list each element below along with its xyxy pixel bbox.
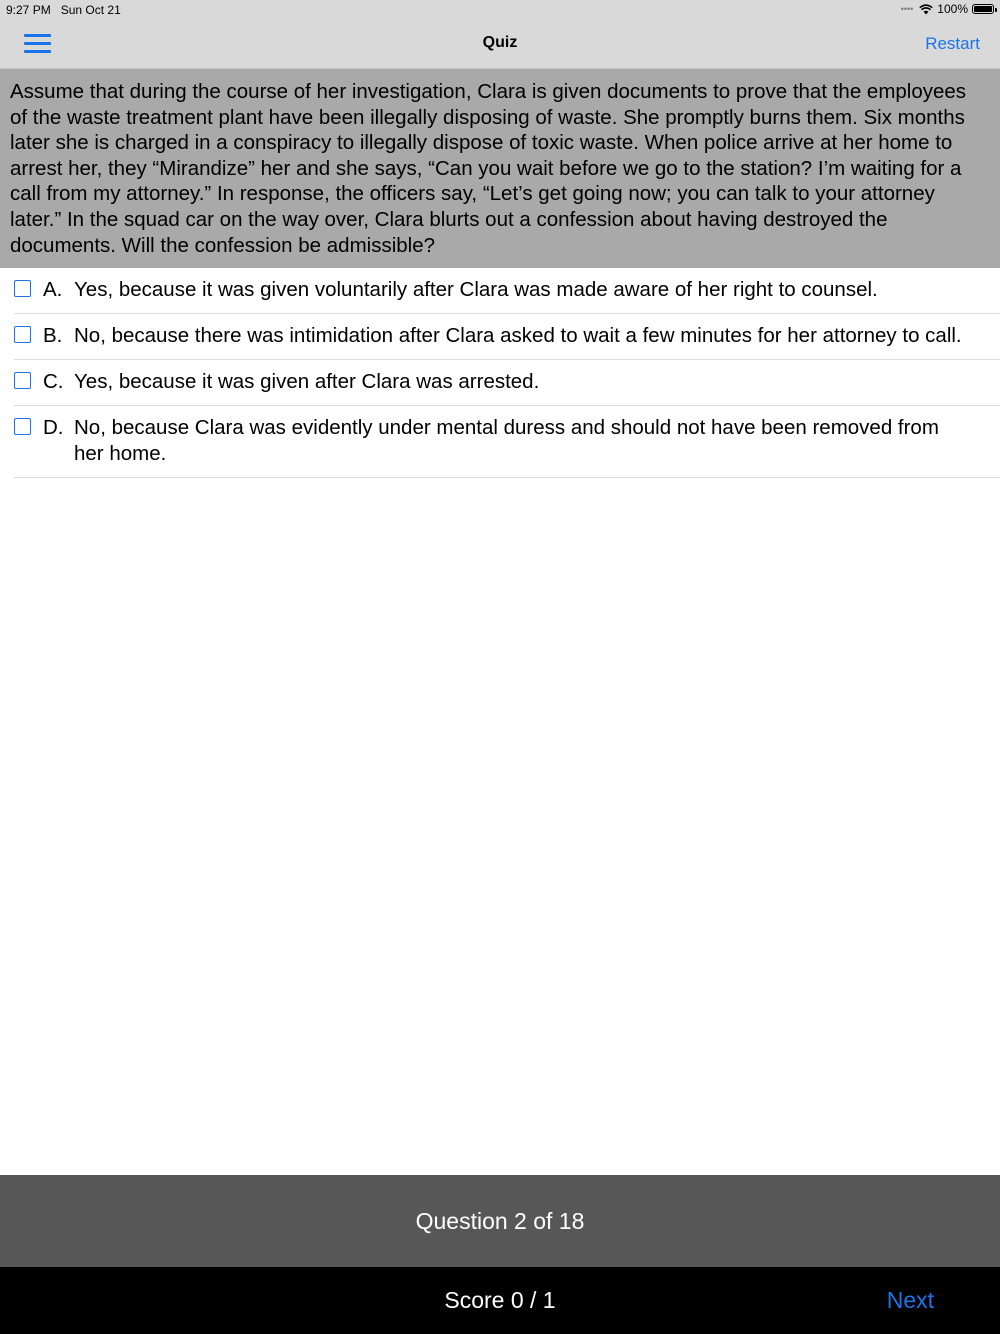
- checkbox-c[interactable]: [14, 372, 31, 389]
- answer-text: Yes, because it was given after Clara was arrested.: [74, 370, 540, 393]
- checkbox-d[interactable]: [14, 418, 31, 435]
- battery-icon: [972, 4, 994, 14]
- answer-letter: A.: [43, 278, 63, 301]
- navigation-bar: [0, 0, 1000, 69]
- next-button[interactable]: Next: [886, 1287, 934, 1313]
- battery-fill: [974, 6, 992, 12]
- status-bar: [0, 0, 1000, 20]
- status-time: [6, 3, 121, 17]
- answer-letter: B.: [43, 324, 63, 347]
- page-title: Quiz: [482, 34, 518, 51]
- status-time-text: 9:27 PM: [6, 3, 51, 17]
- question-progress: Question 2 of 18: [0, 1175, 1000, 1267]
- wifi-icon: [919, 4, 933, 15]
- answer-option-c[interactable]: [14, 360, 1000, 406]
- answer-letter: D.: [43, 416, 64, 439]
- answer-letter: C.: [43, 370, 64, 393]
- checkbox-a[interactable]: [14, 280, 31, 297]
- answer-text: No, because there was intimidation after Clara asked to wait a few minutes for her attorney to call.: [74, 324, 962, 347]
- score-label: Score 0 / 1: [444, 1287, 556, 1313]
- answer-option-d[interactable]: [14, 406, 1000, 478]
- answer-option-b[interactable]: [14, 314, 1000, 360]
- signal-dots-icon: ••••: [900, 4, 914, 14]
- battery-percent: 100%: [937, 2, 968, 16]
- restart-button[interactable]: Restart: [925, 34, 980, 53]
- answer-text: No, because Clara was evidently under mental duress and should not have been removed from her home.: [74, 416, 939, 465]
- bottom-toolbar: [0, 1267, 1000, 1334]
- status-date-text: Sun Oct 21: [60, 3, 121, 17]
- status-indicators: [901, 2, 994, 16]
- answer-text: Yes, because it was given voluntarily after Clara was made aware of her right to counsel.: [74, 278, 878, 301]
- battery-tip: [995, 8, 997, 12]
- answer-option-a[interactable]: [14, 268, 1000, 314]
- question-text: Assume that during the course of her investigation, Clara is given documents to prove that the employees of the waste treatment plant have been illegally disposing of waste. She promptly burns them. Six months later she is charged in a conspiracy to illegally dispose of toxic waste. When police arrive at her home to arrest her, they “Mirandize” her and she says, “Can you wait before we go to the station? I’m waiting for a call from my attorney.” In response, the officers say, “Let’s get going now; you can talk to your attorney later.” In the squad car on the way over, Clara blurts out a confession about having destroyed the documents. Will the confession be admissible?: [0, 69, 1000, 268]
- checkbox-b[interactable]: [14, 326, 31, 343]
- answer-list: [14, 268, 1000, 478]
